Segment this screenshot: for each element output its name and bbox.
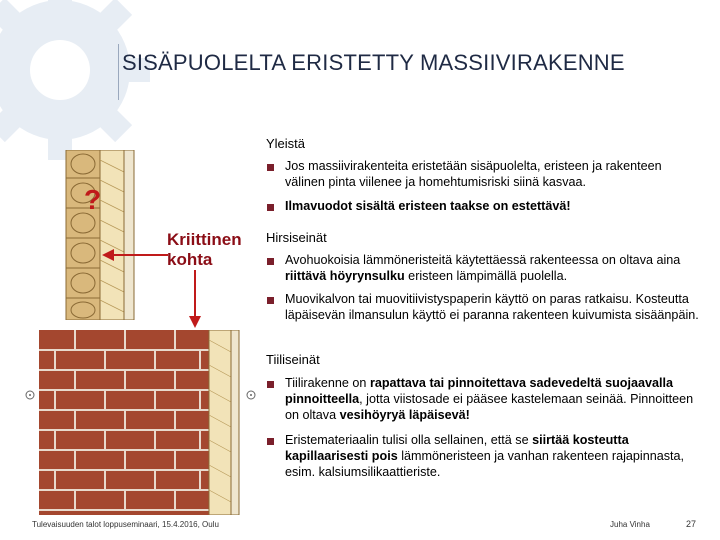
gear-icon: [0, 0, 160, 170]
tiiliseinat-bullet-1: [285, 375, 705, 423]
critical-label-line1: Kriittinen: [167, 230, 242, 249]
emphasis-span: riittävä höyrynsulku: [285, 269, 405, 283]
title-divider: [118, 44, 119, 100]
critical-arrow-brick: [185, 270, 205, 330]
heading-tiiliseinat: Tiiliseinät: [266, 352, 320, 367]
hirsiseinat-bullet-1: [285, 252, 705, 284]
text-span: , jotta viistosade ei pääsee kastelemaan seinää. Pinnoitteen on oltava: [285, 392, 694, 422]
footer-author: Juha Vinha: [610, 520, 650, 529]
text-span: Tiilirakenne on: [285, 376, 370, 390]
bullet-marker: [267, 438, 274, 445]
bullet-marker: [267, 381, 274, 388]
brick-wall-illustration: [25, 330, 265, 515]
page-title: SISÄPUOLELTA ERISTETTY MASSIIVIRAKENNE: [122, 50, 625, 75]
page-number: 27: [686, 519, 697, 529]
text-span: lämmöneristeen ja vanhan rakenteen rajapinnasta, esim. kalsiumsilikaattieriste.: [285, 449, 685, 479]
hirsiseinat-bullet-2: Muovikalvon tai muovitiivistyspaperin käyttö on paras ratkaisu. Kosteutta läpäisevän ilmansulun käyttö ei paranna rakenteen kuivumista sisäänpäin.: [285, 292, 699, 322]
critical-label-line2: kohta: [167, 250, 213, 269]
question-mark: ?: [84, 184, 102, 215]
text-span: Eristemateriaalin tulisi olla sellainen, että se: [285, 433, 533, 447]
emphasis-span: rapattava tai pinnoitettava sadevedeltä suojaavalla pinnoitteella: [285, 376, 674, 406]
bullet-marker: [267, 297, 274, 304]
footer-event: Tulevaisuuden talot loppuseminaari, 15.4.2016, Oulu: [32, 520, 219, 529]
log-wall-illustration: [60, 150, 140, 320]
text-span: eristeen lämpimällä puolella.: [404, 269, 568, 283]
bullet-marker: [267, 164, 274, 171]
heading-hirsiseinat: Hirsiseinät: [266, 230, 327, 245]
heading-yleista: Yleistä: [266, 136, 306, 151]
bullet-marker: [267, 258, 274, 265]
emphasis-span: vesihöyryä läpäisevä!: [339, 408, 470, 422]
tiiliseinat-bullet-2: [285, 432, 705, 480]
emphasis-span: siirtää kosteutta kapillaarisesti pois: [285, 433, 629, 463]
yleista-bullet-2: Ilmavuodot sisältä eristeen taakse on estettävä!: [285, 199, 571, 213]
text-span: Avohuokoisia lämmöneristeitä käytettäessä rakenteessa on oltava aina: [285, 253, 681, 267]
critical-arrow-log: [100, 240, 170, 270]
critical-point-label: [167, 230, 242, 270]
yleista-bullet-1: Jos massiivirakenteita eristetään sisäpuolelta, eristeen ja rakenteen välinen pinta viilenee ja homehtumisriski siinä kasvaa.: [285, 159, 662, 189]
bullet-marker: [267, 204, 274, 211]
